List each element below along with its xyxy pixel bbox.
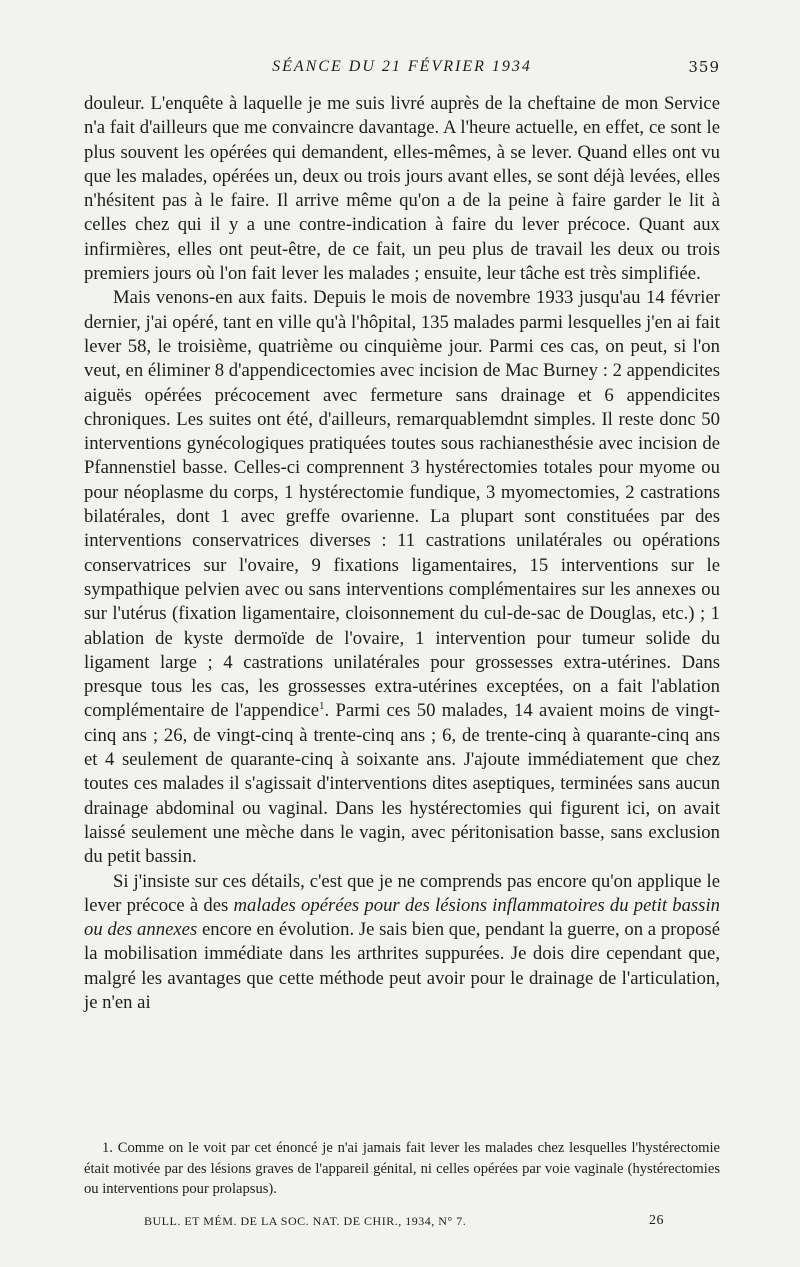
page-footer — [144, 1214, 664, 1229]
sheet-number: 26 — [649, 1213, 664, 1228]
body-text — [84, 92, 720, 1015]
running-header — [84, 58, 720, 76]
journal-reference: BULL. ET MÉM. DE LA SOC. NAT. DE CHIR., 1934, N° 7. — [144, 1214, 467, 1228]
paragraph-2-part-2: . Parmi ces 50 malades, 14 avaient moins de vingt-cinq ans ; 26, de vingt-cinq à trente-cinq ans ; 6, de trente-cinq à quarante-cinq ans et 4 seulement de quarante-cinq à soixante ans. J'ajoute immédiatement que chez toutes ces malades il s'agissait d'interventions dites aseptiques, terminées sans aucun drainage abdominal ou vaginal. Dans les hystérectomies qui figurent ici, on avait laissé seulement une mèche dans le vagin, avec péritonisation basse, sans exclusion du petit bassin. — [84, 700, 720, 868]
page-number: 359 — [688, 58, 720, 76]
paragraph-3 — [84, 870, 720, 1016]
footnote: 1. Comme on le voit par cet énoncé je n'ai jamais fait lever les malades chez lesquelles l'hystérectomie était motivée par des lésions graves de l'appareil génital, ni celles opérées par voie vaginale (hystérectomies ou interventions pour prolapsus). — [84, 1140, 720, 1197]
paragraph-2 — [84, 286, 720, 869]
paragraph-3-part-2: encore en évolution. Je sais bien que, pendant la guerre, on a proposé la mobilisation immédiate dans les arthrites suppurées. Je dois dire cependant que, malgré les avantages que cette méthode peut avoir pour le drainage de l'articulation, je n'en ai — [84, 919, 720, 1013]
paragraph-3-part-1: Si j'insiste sur ces détails, c'est que je ne comprends pas encore qu'on applique le lever précoce à des — [84, 870, 720, 916]
running-title: SÉANCE DU 21 FÉVRIER 1934 — [272, 58, 532, 75]
paragraph-3-italic: malades opérées pour des lésions inflammatoires du petit bassin ou des annexes — [84, 894, 720, 941]
footnote-reference: 1 — [319, 700, 325, 713]
paragraph-1: douleur. L'enquête à laquelle je me suis livré auprès de la cheftaine de mon Service n'a fait d'ailleurs que me convaincre davantage. A l'heure actuelle, en effet, ce sont le plus souvent les opérées qui demandent, elles-mêmes, à se lever. Quand elles ont vu que les malades, opérées un, deux ou trois jours avant elles, se sont déjà levées, elles n'hésitent pas à le faire. Il arrive même qu'on a de la peine à faire garder le lit à celles chez qui il y a une contre-indication à faire du lever précoce. Quant aux infirmières, elles ont peut-être, de ce fait, un peu plus de travail les deux ou trois premiers jours où l'on fait lever les malades ; ensuite, leur tâche est très simplifiée. — [84, 93, 720, 285]
paragraph-2-part-1: Mais venons-en aux faits. Depuis le mois de novembre 1933 jusqu'au 14 février dernier, j'ai opéré, tant en ville qu'à l'hôpital, 135 malades parmi lesquelles j'en ai fait lever 58, le troisième, quatrième ou cinquième jour. Parmi ces cas, on peut, si l'on veut, en éliminer 8 d'appendicectomies avec incision de Mac Burney : 2 appendicites aiguës opérées précocement avec fermeture sans drainage et 6 appendicites chroniques. Les suites ont été, d'ailleurs, remarquablemdnt simples. Il reste donc 50 interventions gynécologiques pratiquées toutes sous rachianesthésie avec incision de Pfannenstiel basse. Celles-ci comprennent 3 hystérectomies totales pour myome ou pour néoplasme du corps, 1 hystérectomie fundique, 3 myomectomies, 2 castrations bilatérales, dont 1 avec greffe ovarienne. La plupart sont constituées par des interventions conservatrices diverses : 11 castrations unilatérales ou opérations conservatrices sur l'ovaire, 9 fixations ligamentaires, 15 interventions sur le sympathique pelvien avec ou sans interventions complémentaires sur les annexes ou sur l'utérus (fixation ligamentaire, cloisonnement du cul-de-sac de Douglas, etc.) ; 1 ablation de kyste dermoïde de l'ovaire, 1 intervention pour tumeur solide du ligament large ; 4 castrations unilatérales pour grossesses extra-utérines. Dans presque tous les cas, les grossesses extra-utérines exceptées, on a fait l'ablation complémentaire de l'appendice — [84, 287, 720, 722]
